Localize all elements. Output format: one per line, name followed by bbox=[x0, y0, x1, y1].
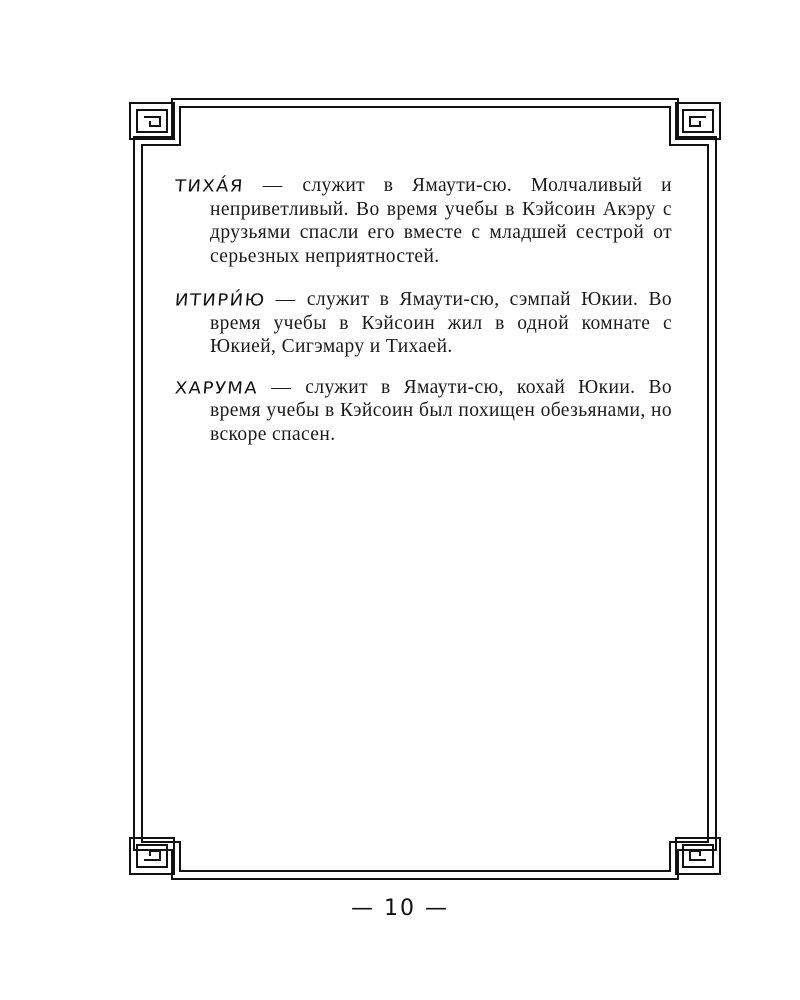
corner-ornament-top-left bbox=[130, 103, 174, 139]
character-name: ХАРУМА bbox=[174, 378, 259, 398]
character-name: ИТИРИ́Ю bbox=[174, 290, 267, 311]
character-entry-kharuma bbox=[174, 376, 672, 447]
character-description: служит в Ямаути-сю. Молчаливый и неприветливый. Во время учебы в Кэйсоин Акэру с друзьями спасли его вместе с младшей сестрой от серьезных неприятностей. bbox=[210, 175, 672, 267]
character-name: ТИХА́Я bbox=[174, 176, 245, 197]
character-entry-itiriyu bbox=[174, 288, 672, 359]
entry-dash: — bbox=[271, 376, 292, 398]
corner-ornament-top-right bbox=[676, 103, 720, 139]
entry-dash: — bbox=[262, 175, 283, 196]
character-list bbox=[174, 174, 672, 466]
page-number: — 10 — bbox=[351, 896, 449, 921]
character-description: служит в Ямаути-сю, сэмпай Юкии. Во время учебы в Кэйсоин жил в одной комнате с Юкией, Сигэмару и Тихаей. bbox=[210, 289, 672, 357]
entry-dash: — bbox=[275, 289, 296, 310]
character-description: служит в Ямаути-сю, кохай Юкии. Во время учебы в Кэйсоин был похищен обезьянами, но вскоре спасен. bbox=[210, 376, 673, 445]
corner-ornament-bottom-right bbox=[676, 838, 720, 874]
character-entry-tikhaya bbox=[174, 174, 672, 268]
corner-ornament-bottom-left bbox=[130, 838, 174, 874]
